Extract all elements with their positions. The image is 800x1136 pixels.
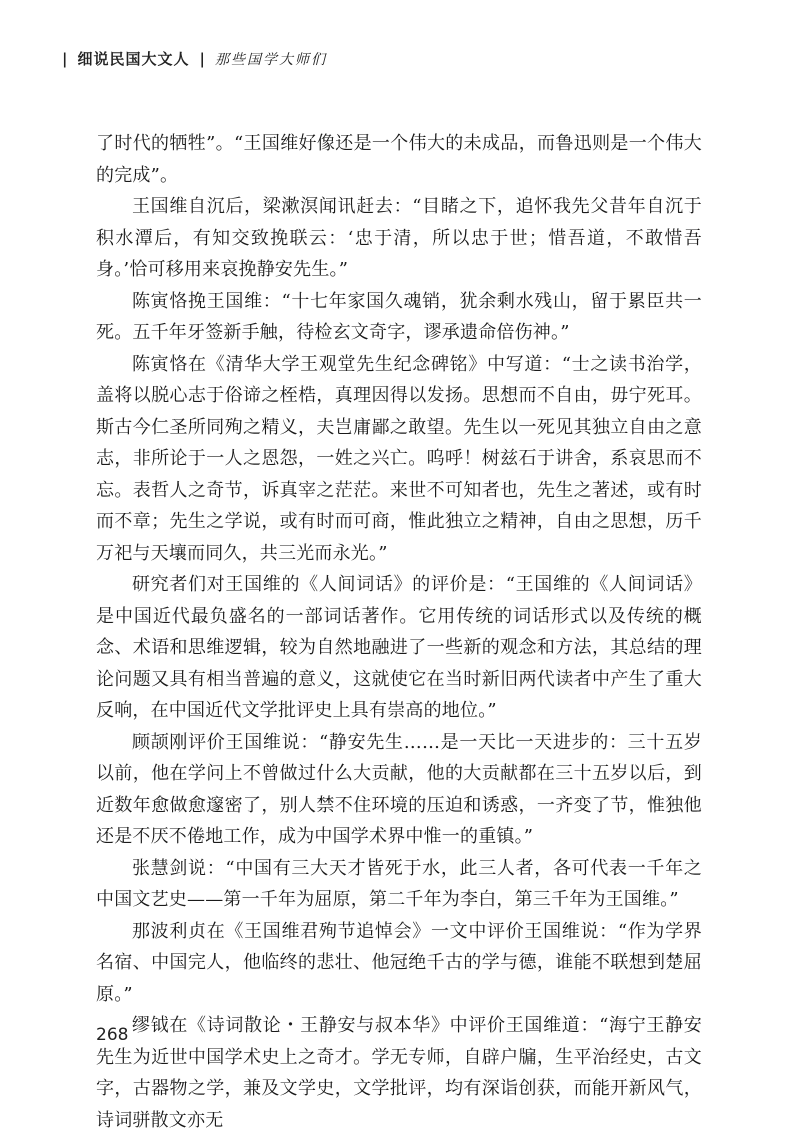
paragraph: 顾颉刚评价王国维说：“静安先生……是一天比一天进步的：三十五岁以前，他在学问上不曾做过什么大贡献，他的大贡献都在三十五岁以后，到近数年愈做愈邃密了，别人禁不住环境的压迫和诱惑，一齐变了节，惟独他还是不厌不倦地工作，成为中国学术界中惟一的重镇。” [96,731,702,847]
header-divider: | [199,49,205,68]
page-number: 268 [96,1025,129,1045]
book-title: 细说民国大文人 [77,50,190,68]
paragraph: 陈寅恪挽王国维：“十七年家国久魂销，犹余剩水残山，留于累臣共一死。五千年牙签新手触，待检玄文奇字，谬承遗命倍伤神。” [96,290,702,343]
header-divider: | [62,49,68,68]
paragraph: 张慧剑说：“中国有三大天才皆死于水，此三人者，各可代表一千年之中国文艺史——第一千年为屈原，第二千年为李白，第三千年为王国维。” [96,857,702,910]
paragraph-continued: 了时代的牺牲”。“王国维好像还是一个伟大的未成品，而鲁迅则是一个伟大的完成”。 [96,133,702,186]
paragraph: 王国维自沉后，梁漱溟闻讯赶去：“目睹之下，追怀我先父昔年自沉于积水潭后，有知交致挽联云：‘忠于清，所以忠于世；惜吾道，不敢惜吾身。’恰可移用来哀挽静安先生。” [96,196,702,280]
chapter-title: 那些国学大师们 [214,51,327,68]
page-body [96,128,702,1136]
paragraph: 缪钺在《诗词散论・王静安与叔本华》中评价王国维道：“海宁王静安先生为近世中国学术史上之奇才。学无专师，自辟户牖，生平治经史，古文字，古器物之学，兼及文学史，文学批评，均有深诣创获，而能开新风气，诗词骈散文亦无 [96,1015,702,1131]
paragraph: 那波利贞在《王国维君殉节追悼会》一文中评价王国维说：“作为学界名宿、中国完人，他临终的悲壮、他冠绝千古的学与德，谁能不联想到楚屈原。” [96,920,702,1005]
paragraph: 陈寅恪在《清华大学王观堂先生纪念碑铭》中写道：“士之读书治学，盖将以脱心志于俗谛之桎梏，真理因得以发扬。思想而不自由，毋宁死耳。斯古今仁圣所同殉之精义，夫岂庸鄙之敢望。先生以一死见其独立自由之意志，非所论于一人之恩怨，一姓之兴亡。呜呼！树兹石于讲舍，系哀思而不忘。表哲人之奇节，诉真宰之茫茫。来世不可知者也，先生之著述，或有时而不章；先生之学说，或有时而可商，惟此独立之精神，自由之思想，历千万祀与天壤而同久，共三光而永光。” [96,353,702,564]
running-header [62,48,327,69]
paragraph: 研究者们对王国维的《人间词话》的评价是：“王国维的《人间词话》是中国近代最负盛名的一部词话著作。它用传统的词话形式以及传统的概念、术语和思维逻辑，较为自然地融进了一些新的观念和方法，其总结的理论问题又具有相当普遍的意义，这就使它在当时新旧两代读者中产生了重大反响，在中国近代文学批评史上具有崇高的地位。” [96,574,702,721]
